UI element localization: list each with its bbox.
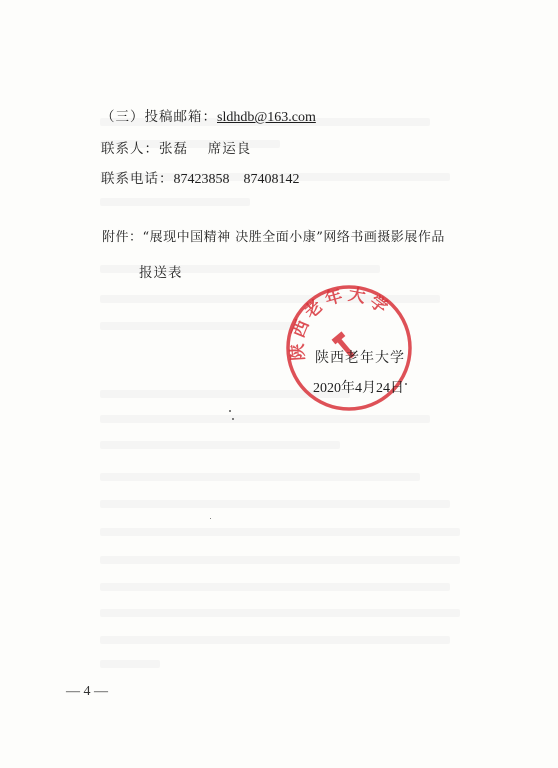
contact-line [101,137,251,157]
email-line [101,105,316,126]
scan-speck [229,410,231,412]
email-address: sldhdb@163.com [217,110,316,125]
phone-line [101,167,300,188]
scan-speck [232,418,234,420]
contact-names: 张磊 席运良 [159,141,252,157]
contact-label: 联系人： [101,141,159,157]
attachment-line-2: 报送表 [139,265,183,281]
page-number: — 4 — [66,684,108,699]
attachment-line-1: 附件：“展现中国精神 决胜全面小康”网络书画摄影展作品 [102,230,445,245]
email-label: （三）投稿邮箱： [101,109,217,125]
scan-speck [405,383,407,385]
phone-number-1: 87423858 [173,172,230,187]
phone-label: 联系电话： [101,171,174,187]
signing-date: 2020年4月24日 [313,381,404,396]
signing-organization: 陕西老年大学 [315,350,405,366]
seal-text: 陕西老年大学 [287,284,395,362]
scan-speck [210,518,211,519]
phone-number-2: 87408142 [243,172,300,187]
